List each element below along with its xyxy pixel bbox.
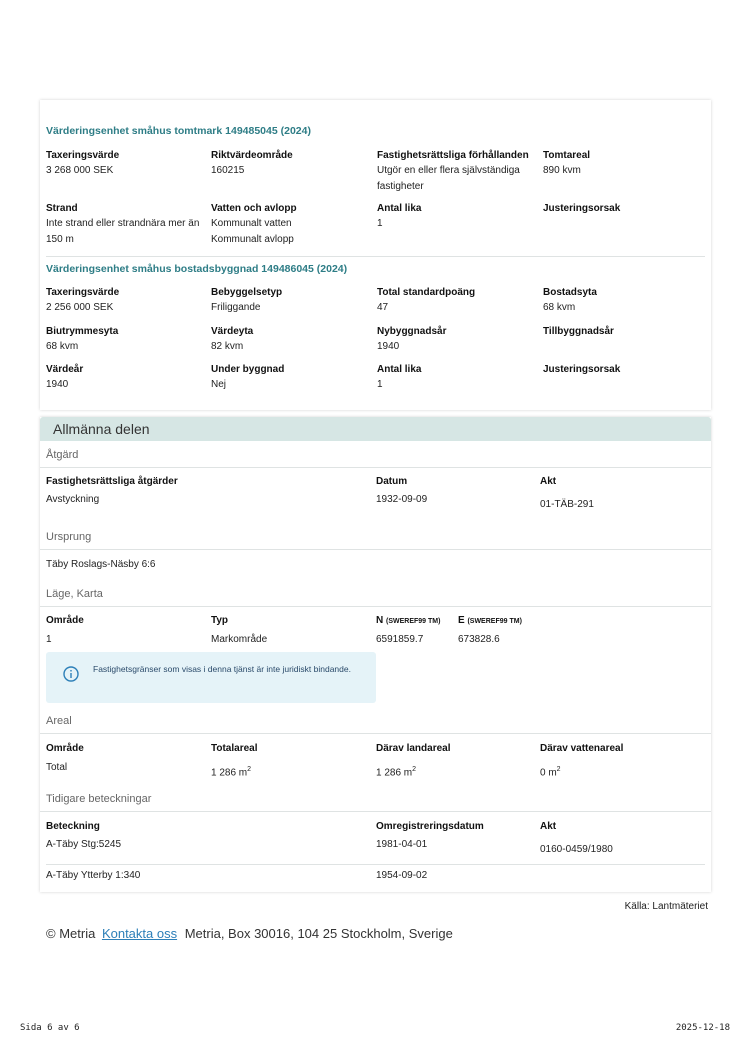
divider — [40, 549, 711, 550]
divider — [46, 864, 705, 865]
table-cell — [540, 762, 561, 781]
field-value: Nej — [211, 379, 227, 390]
field-label: Taxeringsvärde — [46, 150, 120, 161]
field-value: Kommunalt vatten Kommunalt avlopp — [211, 218, 294, 245]
field-value: 47 — [377, 302, 389, 313]
field-value: 890 kvm — [543, 165, 581, 176]
field-label: Tillbyggnadsår — [543, 326, 614, 337]
coord-system: (SWEREF99 TM) — [467, 618, 522, 625]
section-title-tidigare: Tidigare beteckningar — [46, 793, 152, 805]
info-notice — [46, 652, 376, 703]
footer-address: Metria, Box 30016, 104 25 Stockholm, Sverige — [184, 926, 453, 941]
section-title-areal: Areal — [46, 715, 72, 727]
unit2-title: Värderingsenhet småhus bostadsbyggnad 149486045 (2024) — [46, 263, 348, 275]
footer-copyright: © Metria — [46, 926, 96, 941]
column-header: Beteckning — [46, 821, 100, 832]
column-header: Omregistreringsdatum — [376, 821, 484, 832]
table-cell: 01-TÄB-291 — [540, 499, 594, 510]
field-label: Justeringsorsak — [543, 364, 621, 375]
field-label: Fastighetsrättsliga förhållanden — [377, 150, 529, 161]
field-label: Biutrymmesyta — [46, 326, 119, 337]
divider — [40, 811, 711, 812]
column-header: Datum — [376, 476, 408, 487]
field-label: Under byggnad — [211, 364, 285, 375]
field-label: Antal lika — [377, 203, 422, 214]
table-cell: 1954-09-02 — [376, 870, 428, 881]
field-label: Nybyggnadsår — [377, 326, 447, 337]
info-icon — [63, 666, 79, 682]
field-value: Inte strand eller strandnära mer än 150 m — [46, 218, 200, 245]
field-value: Utgör en eller flera självständiga fastigheter — [377, 165, 520, 192]
column-header: Område — [46, 615, 84, 626]
general-header-title: Allmänna delen — [53, 421, 150, 437]
column-header: Typ — [211, 615, 229, 626]
column-header: Därav landareal — [376, 743, 451, 754]
column-header: Därav vattenareal — [540, 743, 624, 754]
field-label: Tomtareal — [543, 150, 591, 161]
field-value: 1 — [377, 218, 383, 229]
table-cell: 6591859.7 — [376, 634, 424, 645]
coord-e-label: E — [458, 615, 465, 626]
general-header — [40, 417, 711, 441]
table-cell: Avstyckning — [46, 494, 100, 505]
ursprung-value: Täby Roslags-Näsby 6:6 — [46, 559, 156, 570]
table-cell: 1981-04-01 — [376, 839, 428, 850]
table-cell: 0160-0459/1980 — [540, 844, 613, 855]
field-value: 68 kvm — [46, 341, 79, 352]
field-value: 160215 — [211, 165, 245, 176]
field-label: Taxeringsvärde — [46, 287, 120, 298]
field-label: Riktvärdeområde — [211, 150, 293, 161]
table-cell: 673828.6 — [458, 634, 500, 645]
field-value: 68 kvm — [543, 302, 576, 313]
divider — [40, 733, 711, 734]
section-title-atgard: Åtgärd — [46, 449, 79, 461]
unit1-title: Värderingsenhet småhus tomtmark 149485045 (2024) — [46, 125, 311, 137]
field-label: Strand — [46, 203, 78, 214]
table-cell — [211, 762, 251, 781]
table-cell: 1 — [46, 634, 52, 645]
contact-link[interactable]: Kontakta oss — [101, 926, 178, 941]
table-cell: Markområde — [211, 634, 268, 645]
unit-exponent: 2 — [556, 766, 561, 773]
field-label: Bebyggelsetyp — [211, 287, 283, 298]
info-text: Fastighetsgränser som visas i denna tjänst är inte juridiskt bindande. — [93, 664, 351, 674]
field-value: Friliggande — [211, 302, 261, 313]
section-title-lage: Läge, Karta — [46, 588, 103, 600]
table-cell: 1932-09-09 — [376, 494, 428, 505]
field-label: Antal lika — [377, 364, 422, 375]
field-value: 1940 — [46, 379, 69, 390]
column-header: Område — [46, 743, 84, 754]
field-label: Vatten och avlopp — [211, 203, 297, 214]
table-cell: A-Täby Ytterby 1:340 — [46, 870, 141, 881]
source-note: Källa: Lantmäteriet — [624, 901, 708, 912]
column-header: Fastighetsrättsliga åtgärder — [46, 476, 178, 487]
field-label: Värdeår — [46, 364, 84, 375]
divider — [40, 467, 711, 468]
column-header: Akt — [540, 821, 557, 832]
field-label: Justeringsorsak — [543, 203, 621, 214]
unit-exponent: 2 — [247, 766, 252, 773]
coord-n-label: N — [376, 615, 384, 626]
area-value: 1 286 m — [376, 767, 413, 779]
table-cell: A-Täby Stg:5245 — [46, 839, 122, 850]
general-card — [40, 417, 711, 892]
footer — [46, 926, 453, 941]
column-header: Akt — [540, 476, 557, 487]
field-label: Total standardpoäng — [377, 287, 476, 298]
table-cell: Total — [46, 762, 68, 773]
field-value: 1940 — [377, 341, 400, 352]
unit-exponent: 2 — [412, 766, 417, 773]
divider — [46, 256, 705, 257]
table-cell — [376, 762, 416, 781]
page-number: Sida 6 av 6 — [20, 1023, 80, 1033]
print-date: 2025-12-18 — [675, 1023, 730, 1033]
valuation-card — [40, 100, 711, 410]
column-header — [458, 615, 522, 626]
field-value: 1 — [377, 379, 383, 390]
column-header: Totalareal — [211, 743, 258, 754]
area-value: 1 286 m — [211, 767, 248, 779]
field-value: 2 256 000 SEK — [46, 302, 114, 313]
field-value: 82 kvm — [211, 341, 244, 352]
field-value: 3 268 000 SEK — [46, 165, 114, 176]
coord-system: (SWEREF99 TM) — [386, 618, 441, 625]
field-label: Bostadsyta — [543, 287, 597, 298]
divider — [40, 606, 711, 607]
field-label: Värdeyta — [211, 326, 254, 337]
area-value: 0 m — [540, 767, 557, 779]
column-header — [376, 615, 440, 626]
section-title-ursprung: Ursprung — [46, 531, 92, 543]
